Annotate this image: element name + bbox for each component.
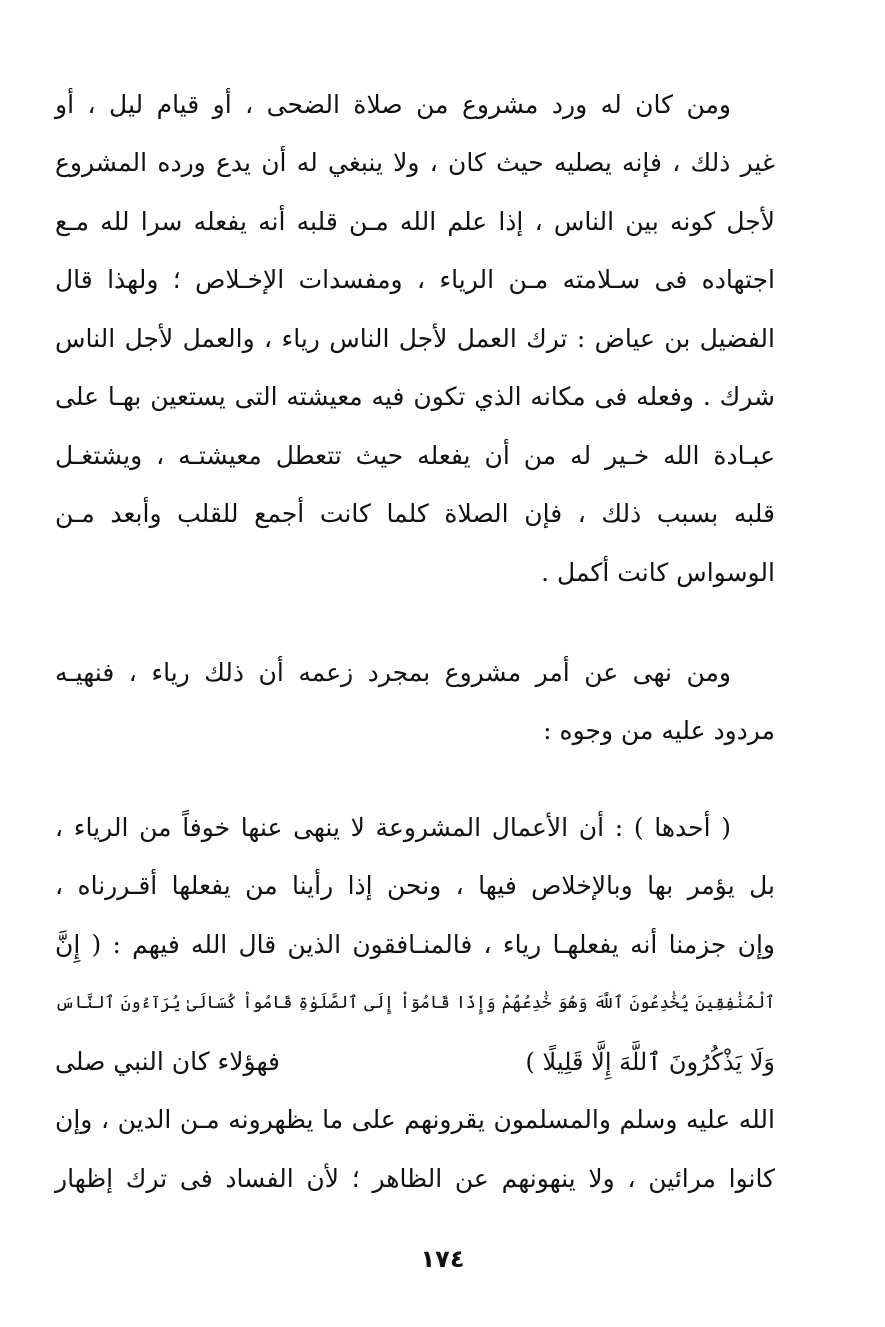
text-line: اجتهاده فى سـلامته مـن الرياء ، ومفسدات الإخـلاص ؛ ولهذا قال	[55, 265, 775, 294]
text-line: ( أحدها ) : أن الأعمال المشروعة لا ينهى عنها خوفاً من الرياء ،	[55, 813, 731, 842]
quran-verse-end: وَلَا يَذْكُرُونَ ٱللَّهَ إِلَّا قَلِيلًا )	[525, 1048, 775, 1076]
text-line: شرك . وفعله فى مكانه الذي تكون فيه معيشته التى يستعين بهـا على	[55, 382, 775, 411]
page-number: ١٧٤	[420, 1245, 465, 1273]
text-line: عبـادة الله خـير له من أن يفعله حيث تتعطل معيشتـه ، ويشتغـل	[55, 441, 775, 470]
text-line: بل يؤمر بها وبالإخلاص فيها ، ونحن إذا رأينا من يفعلها أقـررناه ،	[55, 871, 775, 900]
text-line: الفضيل بن عياض : ترك العمل لأجل الناس رياء ، والعمل لأجل الناس	[55, 324, 775, 353]
text-line: ومن نهى عن أمر مشروع بمجرد زعمه أن ذلك رياء ، فنهيـه	[55, 658, 731, 687]
text-line: قلبه بسبب ذلك ، فإن الصلاة كلما كانت أجمع للقلب وأبعد مـن	[55, 499, 775, 528]
text-line: غير ذلك ، فإنه يصليه حيث كان ، ولا ينبغي له أن يدع ورده المشروع	[55, 148, 775, 177]
text-line: وإن جزمنا أنه يفعلهـا رياء ، فالمنـافقون الذين قال الله فيهم : ( إِنَّ	[55, 930, 775, 959]
text-line: الله عليه وسلم والمسلمون يقرونهم على ما يظهرونه مـن الدين ، وإن	[55, 1105, 775, 1134]
text-line: لأجل كونه بين الناس ، إذا علم الله مـن قلبه أنه يفعله سرا لله مـع	[55, 207, 775, 236]
text-line: الوسواس كانت أكمل .	[541, 558, 775, 587]
text-line: كانوا مرائين ، ولا ينهونهم عن الظاهر ؛ لأن الفساد فى ترك إظهار	[55, 1164, 775, 1193]
verse-end-line	[55, 1042, 775, 1082]
quran-verse-line: ٱلْمُنَٰفِقِينَ يُخَٰدِعُونَ ٱللَّهَ وَهُوَ خَٰدِعُهُمْ وَإِذَا قَامُوٓاْ إِلَى ٱلصَّلَوٰةِ قَامُواْ كُسَالَىٰ يُرَآءُونَ ٱلنَّاسَ	[55, 993, 775, 1013]
text-line: ومن كان له ورد مشروع من صلاة الضحى ، أو قيام ليل ، أو	[55, 90, 731, 119]
text-line: مردود عليه من وجوه :	[543, 716, 775, 745]
text-continuation: فهؤلاء كان النبي صلى	[55, 1047, 280, 1076]
